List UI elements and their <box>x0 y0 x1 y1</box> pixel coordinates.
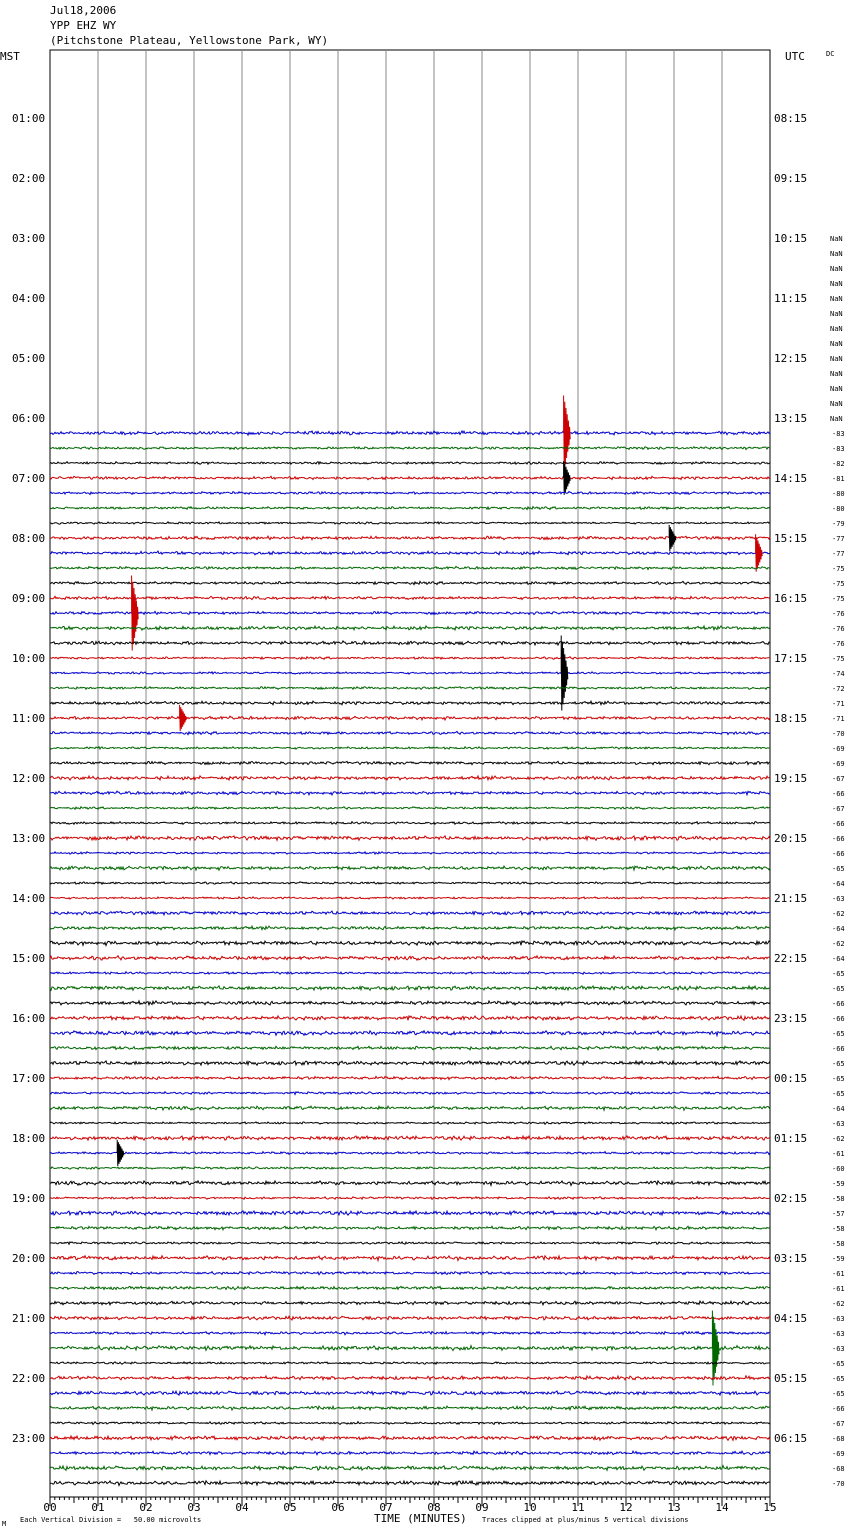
trace-line <box>50 986 770 990</box>
trace-line <box>50 687 770 690</box>
trace-line <box>50 1136 770 1140</box>
dc-offset-label: -66 <box>832 1000 845 1008</box>
nan-label: NaN <box>830 235 843 243</box>
mst-hour-label: 08:00 <box>12 532 46 545</box>
clip-note: Traces clipped at plus/minus 5 vertical divisions <box>482 1516 689 1524</box>
dc-offset-label: -71 <box>832 700 845 708</box>
trace-line <box>50 1181 770 1186</box>
mst-hour-label: 07:00 <box>12 472 46 485</box>
x-tick-label: 15 <box>763 1501 777 1514</box>
x-tick-label: 12 <box>619 1501 633 1514</box>
mst-hour-label: 17:00 <box>12 1072 46 1085</box>
dc-offset-label: -66 <box>832 850 845 858</box>
trace-line <box>50 1346 770 1351</box>
dc-offset-label: -68 <box>832 1465 845 1473</box>
utc-hour-label: 20:15 <box>774 832 808 845</box>
trace-line <box>50 1391 770 1395</box>
trace-line <box>50 1167 770 1170</box>
trace-line <box>50 956 770 961</box>
trace-line <box>50 536 770 540</box>
dc-offset-label: -59 <box>832 1180 845 1188</box>
dc-offset-label: -64 <box>832 955 845 963</box>
dc-offset-label: -64 <box>832 880 845 888</box>
mst-hour-label: 19:00 <box>12 1192 46 1205</box>
x-tick-label: 13 <box>667 1501 681 1514</box>
trace-line <box>50 1256 770 1261</box>
dc-offset-label: -76 <box>832 640 845 648</box>
trace-line <box>50 507 770 510</box>
mst-hour-label: 13:00 <box>12 832 46 845</box>
trace-line <box>50 791 770 795</box>
mst-hour-label: 18:00 <box>12 1132 46 1145</box>
nan-label: NaN <box>830 400 843 408</box>
trace-line <box>50 641 770 645</box>
trace-line <box>50 551 770 555</box>
mst-hour-label: 01:00 <box>12 112 46 125</box>
nan-label: NaN <box>830 265 843 273</box>
dc-offset-label: -58 <box>832 1225 845 1233</box>
dc-offset-label: -67 <box>832 805 845 813</box>
x-tick-label: 07 <box>379 1501 393 1514</box>
x-tick-label: 09 <box>475 1501 489 1514</box>
dc-offset-label: -62 <box>832 1135 845 1143</box>
mst-hour-label: 09:00 <box>12 592 46 605</box>
x-tick-label: 10 <box>523 1501 537 1514</box>
seismic-event <box>756 534 763 572</box>
nan-label: NaN <box>830 280 843 288</box>
utc-hour-label: 03:15 <box>774 1252 808 1265</box>
mst-hour-label: 14:00 <box>12 892 46 905</box>
dc-offset-label: -61 <box>832 1270 845 1278</box>
dc-offset-label: -65 <box>832 1390 845 1398</box>
nan-label: NaN <box>830 295 843 303</box>
header-location: (Pitchstone Plateau, Yellowstone Park, WY) <box>50 34 329 47</box>
dc-offset-label: -65 <box>832 1090 845 1098</box>
utc-hour-label: 17:15 <box>774 652 808 665</box>
trace-line <box>50 672 770 674</box>
nan-label: NaN <box>830 385 843 393</box>
mst-hour-label: 12:00 <box>12 772 46 785</box>
utc-hour-label: 04:15 <box>774 1312 808 1325</box>
trace-line <box>50 1406 770 1410</box>
dc-offset-label: -69 <box>832 745 845 753</box>
mst-hour-label: 23:00 <box>12 1432 46 1445</box>
dc-offset-label: -76 <box>832 610 845 618</box>
utc-hour-label: 01:15 <box>774 1132 808 1145</box>
trace-line <box>50 1001 770 1005</box>
dc-offset-label: -61 <box>832 1285 845 1293</box>
trace-line <box>50 1211 770 1215</box>
utc-hour-label: 13:15 <box>774 412 808 425</box>
seismic-event <box>561 636 568 711</box>
utc-hour-label: 02:15 <box>774 1192 808 1205</box>
dc-label: DC <box>826 50 835 58</box>
mst-hour-label: 16:00 <box>12 1012 46 1025</box>
right-zone-label: UTC <box>785 50 805 63</box>
dc-offset-label: -60 <box>832 1165 845 1173</box>
trace-line <box>50 657 770 660</box>
trace-line <box>50 747 770 750</box>
trace-line <box>50 596 770 599</box>
nan-label: NaN <box>830 325 843 333</box>
seismic-event <box>712 1311 719 1386</box>
trace-line <box>50 941 770 946</box>
dc-offset-label: -65 <box>832 970 845 978</box>
x-tick-label: 05 <box>283 1501 297 1514</box>
seismic-event <box>564 396 571 471</box>
utc-hour-label: 15:15 <box>774 532 808 545</box>
mst-hour-label: 05:00 <box>12 352 46 365</box>
mst-hour-label: 06:00 <box>12 412 46 425</box>
utc-hour-label: 06:15 <box>774 1432 808 1445</box>
dc-offset-label: -65 <box>832 1075 845 1083</box>
utc-hour-label: 08:15 <box>774 112 808 125</box>
trace-line <box>50 462 770 465</box>
trace-line <box>50 1092 770 1095</box>
x-tick-label: 14 <box>715 1501 729 1514</box>
trace-line <box>50 1106 770 1110</box>
seismic-event <box>132 576 139 651</box>
trace-line <box>50 1031 770 1036</box>
trace-line <box>50 522 770 524</box>
trace-line <box>50 1301 770 1305</box>
nan-label: NaN <box>830 355 843 363</box>
trace-line <box>50 1451 770 1455</box>
dc-offset-label: -82 <box>832 460 845 468</box>
nan-label: NaN <box>830 370 843 378</box>
x-axis-title: TIME (MINUTES) <box>374 1512 467 1525</box>
trace-line <box>50 897 770 899</box>
dc-offset-label: -66 <box>832 790 845 798</box>
utc-hour-label: 14:15 <box>774 472 808 485</box>
dc-offset-label: -83 <box>832 445 845 453</box>
dc-offset-label: -76 <box>832 625 845 633</box>
utc-hour-label: 22:15 <box>774 952 808 965</box>
dc-offset-label: -80 <box>832 490 845 498</box>
mst-hour-label: 02:00 <box>12 172 46 185</box>
trace-line <box>50 716 770 720</box>
trace-line <box>50 822 770 825</box>
dc-offset-label: -72 <box>832 685 845 693</box>
utc-hour-label: 18:15 <box>774 712 808 725</box>
trace-line <box>50 447 770 450</box>
dc-offset-label: -58 <box>832 1240 845 1248</box>
dc-offset-label: -77 <box>832 535 845 543</box>
trace-line <box>50 1197 770 1200</box>
trace-line <box>50 972 770 975</box>
dc-offset-label: -75 <box>832 655 845 663</box>
dc-offset-label: -61 <box>832 1150 845 1158</box>
dc-offset-label: -58 <box>832 1195 845 1203</box>
mst-hour-label: 03:00 <box>12 232 46 245</box>
dc-offset-label: -68 <box>832 1435 845 1443</box>
trace-line <box>50 492 770 495</box>
mst-hour-label: 20:00 <box>12 1252 46 1265</box>
trace-line <box>50 1016 770 1020</box>
mst-hour-label: 10:00 <box>12 652 46 665</box>
dc-offset-label: -62 <box>832 940 845 948</box>
left-zone-label: MST <box>0 50 20 63</box>
dc-offset-label: -63 <box>832 1330 845 1338</box>
mst-hour-label: 15:00 <box>12 952 46 965</box>
dc-offset-label: -67 <box>832 775 845 783</box>
trace-line <box>50 1362 770 1364</box>
dc-offset-label: -65 <box>832 1030 845 1038</box>
trace-line <box>50 1046 770 1050</box>
trace-line <box>50 926 770 930</box>
trace-line <box>50 431 770 435</box>
dc-offset-label: -65 <box>832 1360 845 1368</box>
dc-offset-label: -70 <box>832 1480 845 1488</box>
seismic-event <box>117 1140 124 1166</box>
trace-line <box>50 1226 770 1230</box>
dc-offset-label: -75 <box>832 595 845 603</box>
dc-offset-label: -81 <box>832 475 845 483</box>
trace-line <box>50 866 770 870</box>
utc-hour-label: 12:15 <box>774 352 808 365</box>
dc-offset-label: -63 <box>832 1345 845 1353</box>
utc-hour-label: 21:15 <box>774 892 808 905</box>
dc-offset-label: -70 <box>832 730 845 738</box>
utc-hour-label: 05:15 <box>774 1372 808 1385</box>
utc-hour-label: 00:15 <box>774 1072 808 1085</box>
dc-offset-label: -77 <box>832 550 845 558</box>
dc-offset-label: -62 <box>832 1300 845 1308</box>
scale-note: Each Vertical Division = 50.00 microvolts <box>20 1516 202 1524</box>
utc-hour-label: 19:15 <box>774 772 808 785</box>
mst-hour-label: 11:00 <box>12 712 46 725</box>
x-tick-label: 03 <box>187 1501 201 1514</box>
trace-line <box>50 807 770 810</box>
dc-offset-label: -62 <box>832 910 845 918</box>
trace-line <box>50 1076 770 1079</box>
dc-offset-label: -75 <box>832 565 845 573</box>
nan-label: NaN <box>830 415 843 423</box>
trace-line <box>50 566 770 569</box>
x-tick-label: 01 <box>91 1501 105 1514</box>
x-tick-label: 11 <box>571 1501 585 1514</box>
dc-offset-label: -66 <box>832 1045 845 1053</box>
header-station: YPP EHZ WY <box>50 19 117 32</box>
dc-offset-label: -74 <box>832 670 845 678</box>
corner-mark: M <box>2 1520 7 1528</box>
dc-offset-label: -83 <box>832 430 845 438</box>
trace-line <box>50 1271 770 1274</box>
dc-offset-label: -63 <box>832 1315 845 1323</box>
trace-line <box>50 611 770 614</box>
dc-offset-label: -63 <box>832 1120 845 1128</box>
dc-offset-label: -80 <box>832 505 845 513</box>
x-tick-label: 04 <box>235 1501 249 1514</box>
trace-line <box>50 1316 770 1320</box>
dc-offset-label: -67 <box>832 1420 845 1428</box>
nan-label: NaN <box>830 340 843 348</box>
dc-offset-label: -69 <box>832 760 845 768</box>
trace-line <box>50 1376 770 1380</box>
trace-line <box>50 836 770 841</box>
dc-offset-label: -66 <box>832 835 845 843</box>
dc-offset-label: -69 <box>832 1450 845 1458</box>
trace-line <box>50 626 770 630</box>
plot-frame <box>50 50 770 1497</box>
trace-line <box>50 1152 770 1155</box>
mst-hour-label: 04:00 <box>12 292 46 305</box>
x-tick-label: 02 <box>139 1501 153 1514</box>
utc-hour-label: 10:15 <box>774 232 808 245</box>
trace-line <box>50 911 770 915</box>
trace-line <box>50 1481 770 1486</box>
dc-offset-label: -64 <box>832 1105 845 1113</box>
utc-hour-label: 16:15 <box>774 592 808 605</box>
header-date: Jul18,2006 <box>50 4 117 17</box>
trace-line <box>50 761 770 764</box>
trace-line <box>50 1286 770 1289</box>
dc-offset-label: -65 <box>832 865 845 873</box>
dc-offset-label: -79 <box>832 520 845 528</box>
mst-hour-label: 22:00 <box>12 1372 46 1385</box>
dc-offset-label: -63 <box>832 895 845 903</box>
utc-hour-label: 23:15 <box>774 1012 808 1025</box>
seismic-event <box>564 461 571 495</box>
x-tick-label: 06 <box>331 1501 345 1514</box>
trace-line <box>50 731 770 734</box>
dc-offset-label: -66 <box>832 820 845 828</box>
dc-offset-label: -59 <box>832 1255 845 1263</box>
dc-offset-label: -65 <box>832 1060 845 1068</box>
dc-offset-label: -57 <box>832 1210 845 1218</box>
trace-line <box>50 1332 770 1335</box>
nan-label: NaN <box>830 250 843 258</box>
x-tick-label: 00 <box>43 1501 57 1514</box>
trace-line <box>50 882 770 885</box>
mst-hour-label: 21:00 <box>12 1312 46 1325</box>
dc-offset-label: -65 <box>832 985 845 993</box>
seismic-event <box>180 705 187 731</box>
trace-line <box>50 1122 770 1125</box>
seismic-event <box>669 525 676 551</box>
trace-line <box>50 1436 770 1440</box>
trace-line <box>50 852 770 855</box>
dc-offset-label: -66 <box>832 1015 845 1023</box>
trace-line <box>50 1242 770 1244</box>
dc-offset-label: -75 <box>832 580 845 588</box>
trace-line <box>50 581 770 584</box>
trace-line <box>50 476 770 479</box>
trace-line <box>50 1466 770 1471</box>
dc-offset-label: -64 <box>832 925 845 933</box>
trace-line <box>50 1061 770 1065</box>
dc-offset-label: -65 <box>832 1375 845 1383</box>
trace-line <box>50 776 770 780</box>
nan-label: NaN <box>830 310 843 318</box>
dc-offset-label: -66 <box>832 1405 845 1413</box>
utc-hour-label: 09:15 <box>774 172 808 185</box>
utc-hour-label: 11:15 <box>774 292 808 305</box>
dc-offset-label: -71 <box>832 715 845 723</box>
trace-line <box>50 701 770 705</box>
trace-line <box>50 1422 770 1425</box>
x-tick-label: 08 <box>427 1501 441 1514</box>
